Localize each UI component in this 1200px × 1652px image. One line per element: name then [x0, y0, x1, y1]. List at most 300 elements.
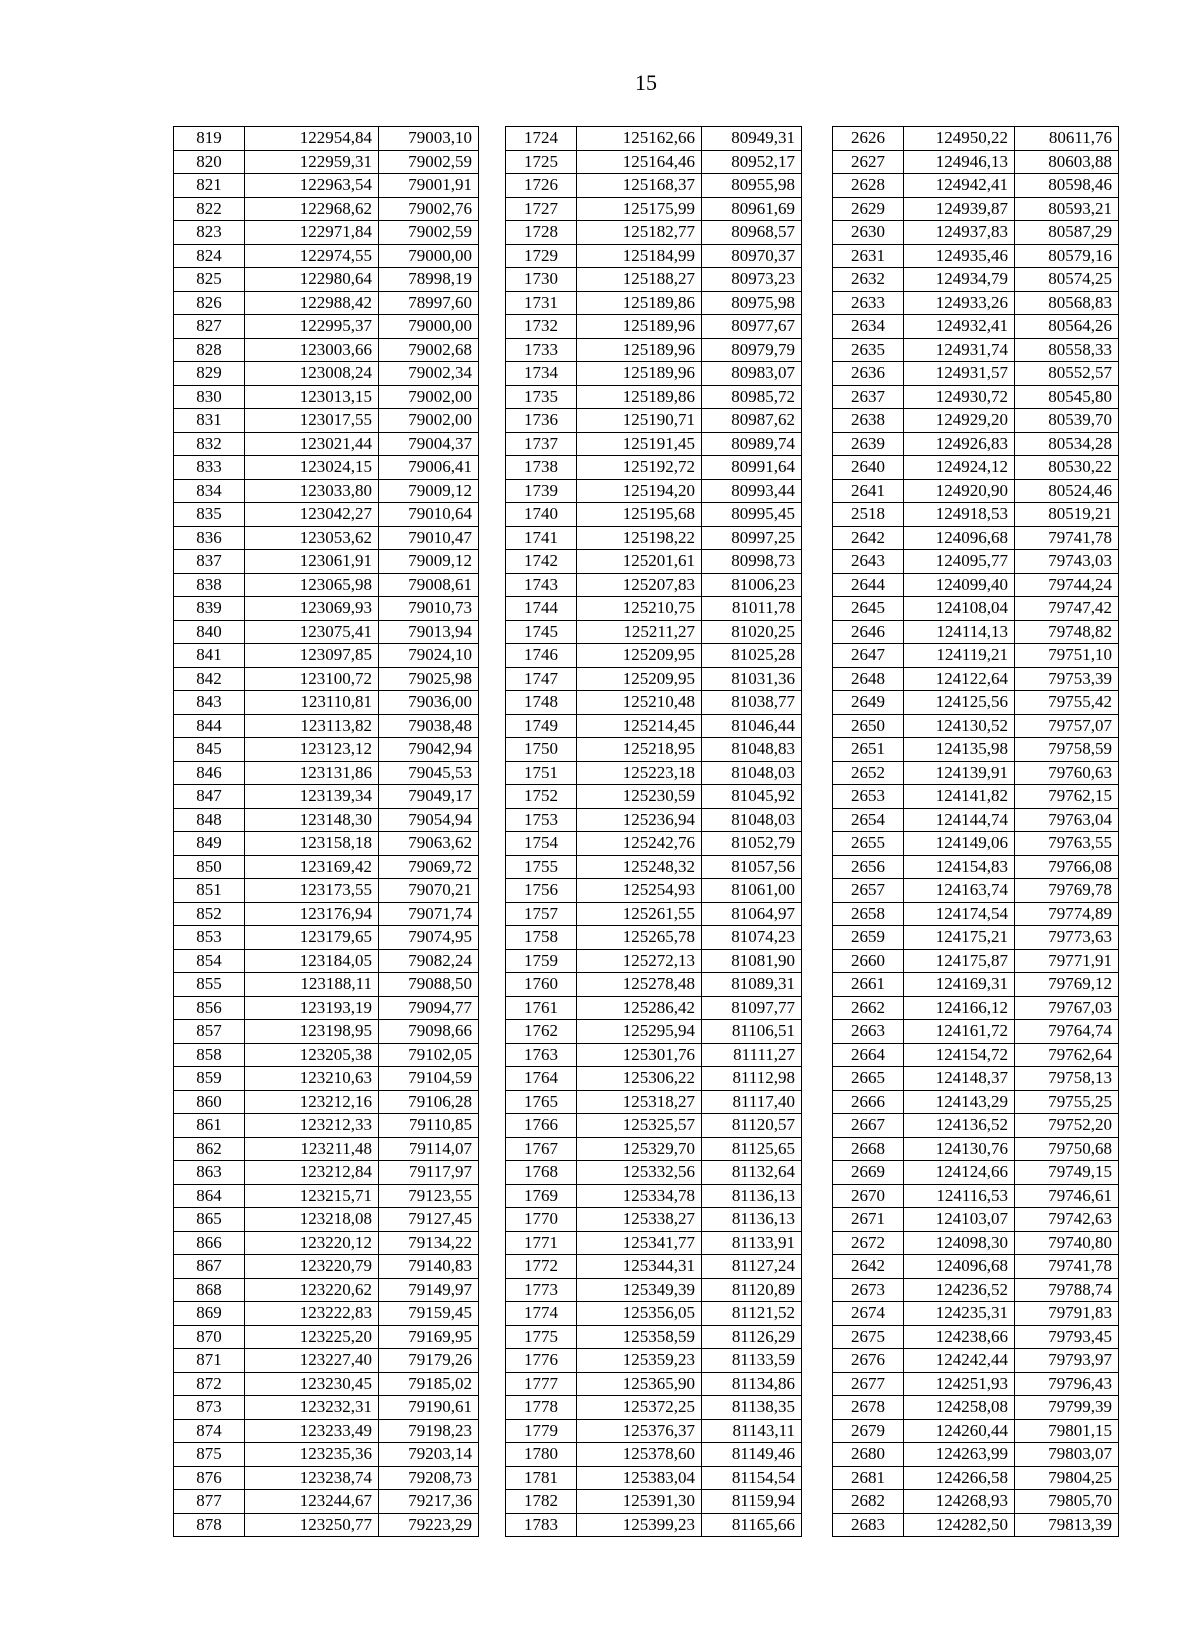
x-coordinate-cell-g2: 125349,39 — [577, 1278, 702, 1302]
point-number-cell-g3: 2657 — [833, 879, 904, 903]
x-coordinate-cell-g2: 125254,93 — [577, 879, 702, 903]
point-number-cell-g3: 2632 — [833, 268, 904, 292]
y-coordinate-cell-g3: 80545,80 — [1015, 385, 1119, 409]
y-coordinate-cell-g2: 80977,67 — [702, 315, 802, 339]
column-gap — [802, 456, 833, 480]
point-number-cell-g2: 1755 — [506, 855, 577, 879]
point-number-cell-g2: 1760 — [506, 973, 577, 997]
table-row — [174, 409, 1119, 433]
column-gap — [479, 832, 506, 856]
y-coordinate-cell-g3: 79758,59 — [1015, 738, 1119, 762]
point-number-cell-g2: 1737 — [506, 432, 577, 456]
y-coordinate-cell-g1: 79208,73 — [379, 1466, 479, 1490]
y-coordinate-cell-g2: 81011,78 — [702, 597, 802, 621]
y-coordinate-cell-g3: 79804,25 — [1015, 1466, 1119, 1490]
x-coordinate-cell-g2: 125210,75 — [577, 597, 702, 621]
y-coordinate-cell-g3: 79741,78 — [1015, 526, 1119, 550]
point-number-cell-g3: 2667 — [833, 1114, 904, 1138]
y-coordinate-cell-g3: 79751,10 — [1015, 644, 1119, 668]
column-gap — [802, 1020, 833, 1044]
column-gap — [802, 550, 833, 574]
point-number-cell-g2: 1725 — [506, 150, 577, 174]
y-coordinate-cell-g1: 79217,36 — [379, 1490, 479, 1514]
x-coordinate-cell-g1: 123198,95 — [245, 1020, 379, 1044]
table-row — [174, 268, 1119, 292]
point-number-cell-g1: 861 — [174, 1114, 245, 1138]
table-row — [174, 1090, 1119, 1114]
point-number-cell-g3: 2663 — [833, 1020, 904, 1044]
x-coordinate-cell-g2: 125191,45 — [577, 432, 702, 456]
y-coordinate-cell-g1: 79002,59 — [379, 150, 479, 174]
y-coordinate-cell-g2: 80952,17 — [702, 150, 802, 174]
point-number-cell-g1: 824 — [174, 244, 245, 268]
column-gap — [479, 174, 506, 198]
column-gap — [802, 1419, 833, 1443]
point-number-cell-g3: 2628 — [833, 174, 904, 198]
y-coordinate-cell-g2: 81126,29 — [702, 1325, 802, 1349]
point-number-cell-g1: 878 — [174, 1513, 245, 1537]
point-number-cell-g3: 2652 — [833, 761, 904, 785]
column-gap — [479, 691, 506, 715]
x-coordinate-cell-g3: 124096,68 — [904, 526, 1015, 550]
column-gap — [479, 1372, 506, 1396]
column-gap — [479, 902, 506, 926]
x-coordinate-cell-g3: 124926,83 — [904, 432, 1015, 456]
table-row — [174, 1208, 1119, 1232]
point-number-cell-g2: 1766 — [506, 1114, 577, 1138]
x-coordinate-cell-g2: 125168,37 — [577, 174, 702, 198]
y-coordinate-cell-g1: 79002,59 — [379, 221, 479, 245]
y-coordinate-cell-g3: 80564,26 — [1015, 315, 1119, 339]
column-gap — [479, 714, 506, 738]
table-row — [174, 244, 1119, 268]
y-coordinate-cell-g2: 81025,28 — [702, 644, 802, 668]
table-row — [174, 1419, 1119, 1443]
point-number-cell-g2: 1741 — [506, 526, 577, 550]
y-coordinate-cell-g2: 81136,13 — [702, 1208, 802, 1232]
column-gap — [479, 644, 506, 668]
column-gap — [802, 385, 833, 409]
y-coordinate-cell-g2: 81057,56 — [702, 855, 802, 879]
table-row — [174, 1114, 1119, 1138]
y-coordinate-cell-g3: 79762,15 — [1015, 785, 1119, 809]
x-coordinate-cell-g1: 123021,44 — [245, 432, 379, 456]
x-coordinate-cell-g2: 125189,96 — [577, 362, 702, 386]
point-number-cell-g3: 2648 — [833, 667, 904, 691]
point-number-cell-g3: 2518 — [833, 503, 904, 527]
point-number-cell-g2: 1772 — [506, 1255, 577, 1279]
x-coordinate-cell-g1: 123008,24 — [245, 362, 379, 386]
x-coordinate-cell-g3: 124935,46 — [904, 244, 1015, 268]
y-coordinate-cell-g3: 79774,89 — [1015, 902, 1119, 926]
x-coordinate-cell-g1: 122988,42 — [245, 291, 379, 315]
x-coordinate-cell-g2: 125230,59 — [577, 785, 702, 809]
table-row — [174, 832, 1119, 856]
column-gap — [479, 761, 506, 785]
y-coordinate-cell-g2: 81117,40 — [702, 1090, 802, 1114]
x-coordinate-cell-g1: 123097,85 — [245, 644, 379, 668]
x-coordinate-cell-g1: 123230,45 — [245, 1372, 379, 1396]
point-number-cell-g1: 822 — [174, 197, 245, 221]
column-gap — [479, 1208, 506, 1232]
y-coordinate-cell-g3: 79763,04 — [1015, 808, 1119, 832]
y-coordinate-cell-g3: 79748,82 — [1015, 620, 1119, 644]
y-coordinate-cell-g2: 80968,57 — [702, 221, 802, 245]
point-number-cell-g2: 1745 — [506, 620, 577, 644]
y-coordinate-cell-g1: 79010,73 — [379, 597, 479, 621]
x-coordinate-cell-g3: 124175,87 — [904, 949, 1015, 973]
column-gap — [479, 1020, 506, 1044]
y-coordinate-cell-g1: 79006,41 — [379, 456, 479, 480]
column-gap — [479, 150, 506, 174]
x-coordinate-cell-g1: 123042,27 — [245, 503, 379, 527]
y-coordinate-cell-g1: 79071,74 — [379, 902, 479, 926]
point-number-cell-g2: 1758 — [506, 926, 577, 950]
y-coordinate-cell-g1: 79082,24 — [379, 949, 479, 973]
y-coordinate-cell-g2: 81133,59 — [702, 1349, 802, 1373]
x-coordinate-cell-g3: 124103,07 — [904, 1208, 1015, 1232]
y-coordinate-cell-g1: 79004,37 — [379, 432, 479, 456]
x-coordinate-cell-g3: 124260,44 — [904, 1419, 1015, 1443]
point-number-cell-g2: 1746 — [506, 644, 577, 668]
point-number-cell-g1: 859 — [174, 1067, 245, 1091]
y-coordinate-cell-g2: 81127,24 — [702, 1255, 802, 1279]
column-gap — [802, 667, 833, 691]
point-number-cell-g1: 833 — [174, 456, 245, 480]
x-coordinate-cell-g1: 123100,72 — [245, 667, 379, 691]
column-gap — [479, 620, 506, 644]
point-number-cell-g2: 1776 — [506, 1349, 577, 1373]
y-coordinate-cell-g2: 81020,25 — [702, 620, 802, 644]
y-coordinate-cell-g2: 81074,23 — [702, 926, 802, 950]
point-number-cell-g3: 2654 — [833, 808, 904, 832]
column-gap — [802, 526, 833, 550]
table-row — [174, 1137, 1119, 1161]
point-number-cell-g1: 842 — [174, 667, 245, 691]
x-coordinate-cell-g3: 124135,98 — [904, 738, 1015, 762]
table-row — [174, 1443, 1119, 1467]
x-coordinate-cell-g1: 123188,11 — [245, 973, 379, 997]
x-coordinate-cell-g1: 123158,18 — [245, 832, 379, 856]
column-gap — [802, 761, 833, 785]
x-coordinate-cell-g1: 123205,38 — [245, 1043, 379, 1067]
column-gap — [479, 1490, 506, 1514]
x-coordinate-cell-g2: 125162,66 — [577, 127, 702, 151]
y-coordinate-cell-g3: 79791,83 — [1015, 1302, 1119, 1326]
point-number-cell-g2: 1761 — [506, 996, 577, 1020]
x-coordinate-cell-g2: 125399,23 — [577, 1513, 702, 1537]
x-coordinate-cell-g1: 123220,12 — [245, 1231, 379, 1255]
point-number-cell-g2: 1783 — [506, 1513, 577, 1537]
x-coordinate-cell-g3: 124268,93 — [904, 1490, 1015, 1514]
point-number-cell-g2: 1768 — [506, 1161, 577, 1185]
x-coordinate-cell-g3: 124143,29 — [904, 1090, 1015, 1114]
point-number-cell-g3: 2636 — [833, 362, 904, 386]
point-number-cell-g2: 1729 — [506, 244, 577, 268]
y-coordinate-cell-g2: 81045,92 — [702, 785, 802, 809]
x-coordinate-cell-g3: 124114,13 — [904, 620, 1015, 644]
y-coordinate-cell-g1: 79002,00 — [379, 385, 479, 409]
table-row — [174, 1372, 1119, 1396]
column-gap — [479, 1396, 506, 1420]
column-gap — [479, 550, 506, 574]
point-number-cell-g3: 2661 — [833, 973, 904, 997]
x-coordinate-cell-g2: 125189,96 — [577, 338, 702, 362]
y-coordinate-cell-g1: 79000,00 — [379, 315, 479, 339]
x-coordinate-cell-g2: 125356,05 — [577, 1302, 702, 1326]
x-coordinate-cell-g2: 125189,86 — [577, 291, 702, 315]
x-coordinate-cell-g2: 125248,32 — [577, 855, 702, 879]
x-coordinate-cell-g3: 124119,21 — [904, 644, 1015, 668]
x-coordinate-cell-g3: 124929,20 — [904, 409, 1015, 433]
point-number-cell-g3: 2679 — [833, 1419, 904, 1443]
point-number-cell-g1: 877 — [174, 1490, 245, 1514]
y-coordinate-cell-g2: 81052,79 — [702, 832, 802, 856]
column-gap — [802, 1372, 833, 1396]
y-coordinate-cell-g3: 80539,70 — [1015, 409, 1119, 433]
point-number-cell-g2: 1739 — [506, 479, 577, 503]
table-row — [174, 503, 1119, 527]
y-coordinate-cell-g2: 80973,23 — [702, 268, 802, 292]
y-coordinate-cell-g3: 79755,42 — [1015, 691, 1119, 715]
x-coordinate-cell-g2: 125192,72 — [577, 456, 702, 480]
x-coordinate-cell-g1: 123227,40 — [245, 1349, 379, 1373]
point-number-cell-g1: 839 — [174, 597, 245, 621]
y-coordinate-cell-g3: 79769,12 — [1015, 973, 1119, 997]
x-coordinate-cell-g1: 122963,54 — [245, 174, 379, 198]
column-gap — [479, 1419, 506, 1443]
y-coordinate-cell-g1: 79063,62 — [379, 832, 479, 856]
x-coordinate-cell-g2: 125341,77 — [577, 1231, 702, 1255]
y-coordinate-cell-g2: 81165,66 — [702, 1513, 802, 1537]
point-number-cell-g2: 1731 — [506, 291, 577, 315]
table-row — [174, 1302, 1119, 1326]
column-gap — [479, 1231, 506, 1255]
x-coordinate-cell-g2: 125194,20 — [577, 479, 702, 503]
y-coordinate-cell-g2: 81048,03 — [702, 761, 802, 785]
x-coordinate-cell-g1: 123220,62 — [245, 1278, 379, 1302]
point-number-cell-g3: 2640 — [833, 456, 904, 480]
x-coordinate-cell-g2: 125207,83 — [577, 573, 702, 597]
x-coordinate-cell-g3: 124136,52 — [904, 1114, 1015, 1138]
y-coordinate-cell-g3: 80519,21 — [1015, 503, 1119, 527]
y-coordinate-cell-g3: 79799,39 — [1015, 1396, 1119, 1420]
x-coordinate-cell-g3: 124937,83 — [904, 221, 1015, 245]
x-coordinate-cell-g2: 125334,78 — [577, 1184, 702, 1208]
point-number-cell-g2: 1734 — [506, 362, 577, 386]
point-number-cell-g1: 862 — [174, 1137, 245, 1161]
table-row — [174, 432, 1119, 456]
table-row — [174, 714, 1119, 738]
y-coordinate-cell-g2: 80979,79 — [702, 338, 802, 362]
column-gap — [802, 644, 833, 668]
y-coordinate-cell-g1: 79013,94 — [379, 620, 479, 644]
table-row — [174, 150, 1119, 174]
point-number-cell-g3: 2627 — [833, 150, 904, 174]
x-coordinate-cell-g1: 123210,63 — [245, 1067, 379, 1091]
column-gap — [802, 1090, 833, 1114]
column-gap — [479, 1114, 506, 1138]
x-coordinate-cell-g1: 122980,64 — [245, 268, 379, 292]
table-row — [174, 902, 1119, 926]
column-gap — [479, 526, 506, 550]
point-number-cell-g3: 2642 — [833, 526, 904, 550]
y-coordinate-cell-g2: 81143,11 — [702, 1419, 802, 1443]
x-coordinate-cell-g3: 124924,12 — [904, 456, 1015, 480]
point-number-cell-g3: 2646 — [833, 620, 904, 644]
y-coordinate-cell-g1: 79223,29 — [379, 1513, 479, 1537]
table-row — [174, 1325, 1119, 1349]
y-coordinate-cell-g3: 79769,78 — [1015, 879, 1119, 903]
y-coordinate-cell-g1: 79069,72 — [379, 855, 479, 879]
point-number-cell-g2: 1747 — [506, 667, 577, 691]
column-gap — [479, 1184, 506, 1208]
column-gap — [479, 973, 506, 997]
column-gap — [479, 221, 506, 245]
table-row — [174, 597, 1119, 621]
y-coordinate-cell-g1: 79003,10 — [379, 127, 479, 151]
y-coordinate-cell-g1: 79038,48 — [379, 714, 479, 738]
point-number-cell-g2: 1752 — [506, 785, 577, 809]
y-coordinate-cell-g1: 79010,47 — [379, 526, 479, 550]
y-coordinate-cell-g1: 79002,00 — [379, 409, 479, 433]
point-number-cell-g3: 2683 — [833, 1513, 904, 1537]
point-number-cell-g1: 826 — [174, 291, 245, 315]
point-number-cell-g2: 1770 — [506, 1208, 577, 1232]
x-coordinate-cell-g3: 124169,31 — [904, 973, 1015, 997]
column-gap — [802, 150, 833, 174]
y-coordinate-cell-g2: 80985,72 — [702, 385, 802, 409]
x-coordinate-cell-g3: 124931,57 — [904, 362, 1015, 386]
y-coordinate-cell-g2: 80955,98 — [702, 174, 802, 198]
table-row — [174, 362, 1119, 386]
y-coordinate-cell-g3: 79793,97 — [1015, 1349, 1119, 1373]
y-coordinate-cell-g3: 79757,07 — [1015, 714, 1119, 738]
y-coordinate-cell-g3: 80579,16 — [1015, 244, 1119, 268]
point-number-cell-g1: 876 — [174, 1466, 245, 1490]
column-gap — [479, 879, 506, 903]
point-number-cell-g2: 1748 — [506, 691, 577, 715]
point-number-cell-g3: 2631 — [833, 244, 904, 268]
point-number-cell-g2: 1765 — [506, 1090, 577, 1114]
x-coordinate-cell-g2: 125359,23 — [577, 1349, 702, 1373]
y-coordinate-cell-g2: 81006,23 — [702, 573, 802, 597]
x-coordinate-cell-g2: 125278,48 — [577, 973, 702, 997]
x-coordinate-cell-g3: 124235,31 — [904, 1302, 1015, 1326]
point-number-cell-g2: 1751 — [506, 761, 577, 785]
point-number-cell-g3: 2662 — [833, 996, 904, 1020]
y-coordinate-cell-g2: 81120,57 — [702, 1114, 802, 1138]
point-number-cell-g3: 2629 — [833, 197, 904, 221]
table-row — [174, 1020, 1119, 1044]
table-row — [174, 1466, 1119, 1490]
point-number-cell-g1: 868 — [174, 1278, 245, 1302]
point-number-cell-g1: 872 — [174, 1372, 245, 1396]
column-gap — [802, 1466, 833, 1490]
point-number-cell-g3: 2641 — [833, 479, 904, 503]
y-coordinate-cell-g3: 79813,39 — [1015, 1513, 1119, 1537]
point-number-cell-g2: 1773 — [506, 1278, 577, 1302]
point-number-cell-g3: 2665 — [833, 1067, 904, 1091]
coordinates-table — [173, 126, 1119, 1537]
y-coordinate-cell-g1: 79149,97 — [379, 1278, 479, 1302]
point-number-cell-g1: 836 — [174, 526, 245, 550]
column-gap — [802, 879, 833, 903]
point-number-cell-g1: 870 — [174, 1325, 245, 1349]
y-coordinate-cell-g3: 79758,13 — [1015, 1067, 1119, 1091]
y-coordinate-cell-g2: 80983,07 — [702, 362, 802, 386]
column-gap — [479, 479, 506, 503]
point-number-cell-g2: 1726 — [506, 174, 577, 198]
point-number-cell-g3: 2680 — [833, 1443, 904, 1467]
x-coordinate-cell-g3: 124099,40 — [904, 573, 1015, 597]
y-coordinate-cell-g1: 79134,22 — [379, 1231, 479, 1255]
x-coordinate-cell-g3: 124175,21 — [904, 926, 1015, 950]
y-coordinate-cell-g1: 79140,83 — [379, 1255, 479, 1279]
page-number: 15 — [635, 70, 657, 95]
x-coordinate-cell-g3: 124263,99 — [904, 1443, 1015, 1467]
x-coordinate-cell-g3: 124161,72 — [904, 1020, 1015, 1044]
point-number-cell-g2: 1736 — [506, 409, 577, 433]
column-gap — [802, 1490, 833, 1514]
column-gap — [802, 1137, 833, 1161]
point-number-cell-g2: 1781 — [506, 1466, 577, 1490]
point-number-cell-g2: 1753 — [506, 808, 577, 832]
column-gap — [479, 1443, 506, 1467]
x-coordinate-cell-g1: 123225,20 — [245, 1325, 379, 1349]
column-gap — [479, 456, 506, 480]
y-coordinate-cell-g2: 81089,31 — [702, 973, 802, 997]
x-coordinate-cell-g2: 125318,27 — [577, 1090, 702, 1114]
column-gap — [802, 832, 833, 856]
point-number-cell-g1: 821 — [174, 174, 245, 198]
column-gap — [802, 268, 833, 292]
point-number-cell-g3: 2626 — [833, 127, 904, 151]
x-coordinate-cell-g3: 124122,64 — [904, 667, 1015, 691]
point-number-cell-g3: 2666 — [833, 1090, 904, 1114]
point-number-cell-g1: 869 — [174, 1302, 245, 1326]
y-coordinate-cell-g3: 79741,78 — [1015, 1255, 1119, 1279]
point-number-cell-g2: 1759 — [506, 949, 577, 973]
point-number-cell-g3: 2651 — [833, 738, 904, 762]
point-number-cell-g1: 819 — [174, 127, 245, 151]
point-number-cell-g2: 1728 — [506, 221, 577, 245]
x-coordinate-cell-g2: 125218,95 — [577, 738, 702, 762]
y-coordinate-cell-g1: 79203,14 — [379, 1443, 479, 1467]
x-coordinate-cell-g1: 123212,33 — [245, 1114, 379, 1138]
point-number-cell-g3: 2671 — [833, 1208, 904, 1232]
column-gap — [802, 808, 833, 832]
point-number-cell-g3: 2630 — [833, 221, 904, 245]
y-coordinate-cell-g3: 79749,15 — [1015, 1161, 1119, 1185]
column-gap — [479, 996, 506, 1020]
y-coordinate-cell-g2: 80975,98 — [702, 291, 802, 315]
point-number-cell-g2: 1782 — [506, 1490, 577, 1514]
y-coordinate-cell-g3: 79767,03 — [1015, 996, 1119, 1020]
x-coordinate-cell-g1: 123212,84 — [245, 1161, 379, 1185]
x-coordinate-cell-g1: 123148,30 — [245, 808, 379, 832]
y-coordinate-cell-g1: 79002,68 — [379, 338, 479, 362]
x-coordinate-cell-g2: 125378,60 — [577, 1443, 702, 1467]
point-number-cell-g3: 2638 — [833, 409, 904, 433]
column-gap — [479, 338, 506, 362]
column-gap — [802, 1231, 833, 1255]
table-row — [174, 291, 1119, 315]
y-coordinate-cell-g1: 79117,97 — [379, 1161, 479, 1185]
x-coordinate-cell-g2: 125325,57 — [577, 1114, 702, 1138]
table-row — [174, 785, 1119, 809]
point-number-cell-g3: 2676 — [833, 1349, 904, 1373]
